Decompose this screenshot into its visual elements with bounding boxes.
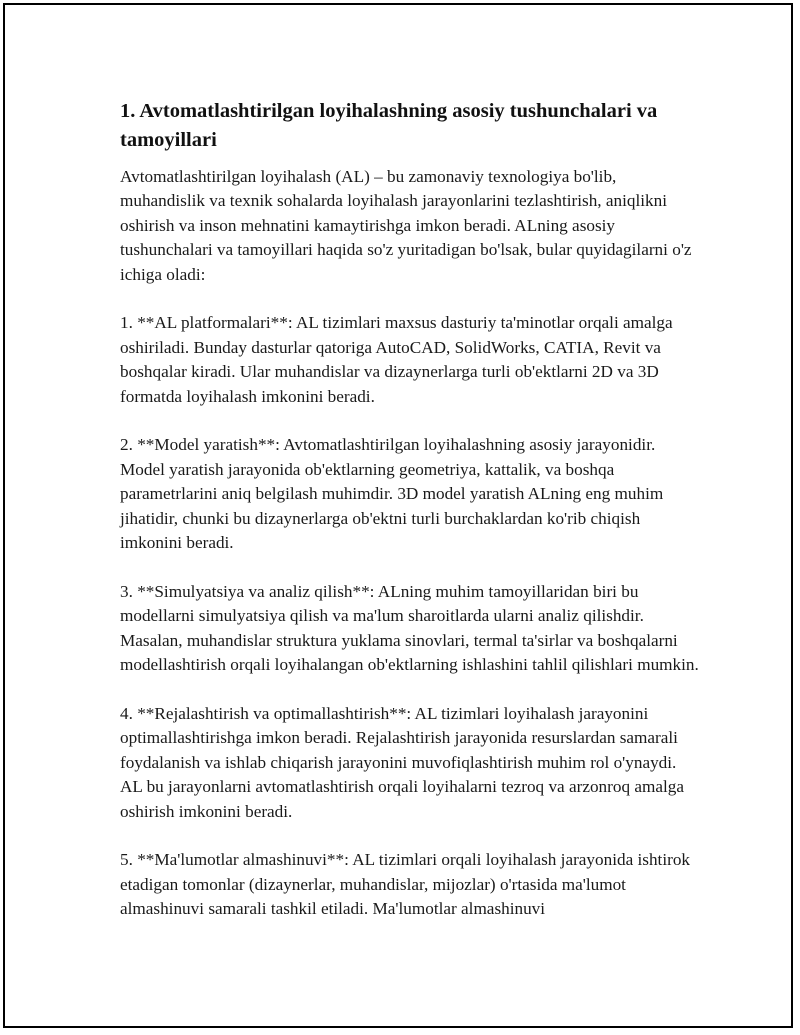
document-body: [120, 97, 700, 922]
paragraph-data-exchange: 5. **Ma'lumotlar almashinuvi**: AL tizimlari orqali loyihalash jarayonida ishtirok etadigan tomonlar (dizaynerlar, muhandislar, mijozlar) o'rtasida ma'lumot almashinuvi samarali tashkil etiladi. Ma'lumotlar almashinuvi: [120, 850, 691, 919]
paragraph-al-platforms: 1. **AL platformalari**: AL tizimlari maxsus dasturiy ta'minotlar orqali amalga oshiriladi. Bunday dasturlar qatoriga AutoCAD, SolidWorks, CATIA, Revit va boshqalar kiradi. Ular muhandislar va dizaynerlarga turli ob'ektlarni 2D va 3D formatda loyihalash imkonini beradi.: [120, 313, 673, 406]
paragraph-simulation-analysis: 3. **Simulyatsiya va analiz qilish**: ALning muhim tamoyillaridan biri bu modellarni simulyatsiya qilish va ma'lum sharoitlarda ularni analiz qilishdir. Masalan, muhandislar struktura yuklama sinovlari, termal ta'sirlar va boshqalarni modellashtirish orqali loyihalangan ob'ektlarning ishlashini tahlil qilishlari mumkin.: [120, 581, 699, 675]
section-title: 1. Avtomatlashtirilgan loyihalashning asosiy tushunchalari va tamoyillari: [120, 100, 658, 151]
paragraph-model-creation: 2. **Model yaratish**: Avtomatlashtirilgan loyihalashning asosiy jarayonidir. Model yaratish jarayonida ob'ektlarning geometriya, kattalik, va boshqa parametrlarini aniq belgilash muhimdir. 3D model yaratish ALning eng muhim jihatidir, chunki bu dizaynerlarga ob'ektni turli burchaklardan ko'rib chiqish imkonini beradi.: [120, 435, 664, 553]
paragraph-planning-optimization: 4. **Rejalashtirish va optimallashtirish**: AL tizimlari loyihalash jarayonini optimallashtirishga imkon beradi. Rejalashtirish jarayonida resurslardan samarali foydalanish va ishlab chiqarish jarayonini muvofiqlashtirish muhim rol o'ynaydi. AL bu jarayonlarni avtomatlashtirish orqali loyihalarni tezroq va arzonroq amalga oshirish imkonini beradi.: [120, 703, 684, 821]
page-frame: [3, 3, 793, 1028]
intro-paragraph: Avtomatlashtirilgan loyihalash (AL) – bu zamonaviy texnologiya bo'lib, muhandislik va texnik sohalarda loyihalash jarayonlarini tezlashtirish, aniqlikni oshirish va inson mehnatini kamaytirishga imkon beradi. ALning asosiy tushunchalari va tamoyillari haqida so'z yuritadigan bo'lsak, bular quyidagilarni o'z ichiga oladi:: [120, 167, 692, 284]
